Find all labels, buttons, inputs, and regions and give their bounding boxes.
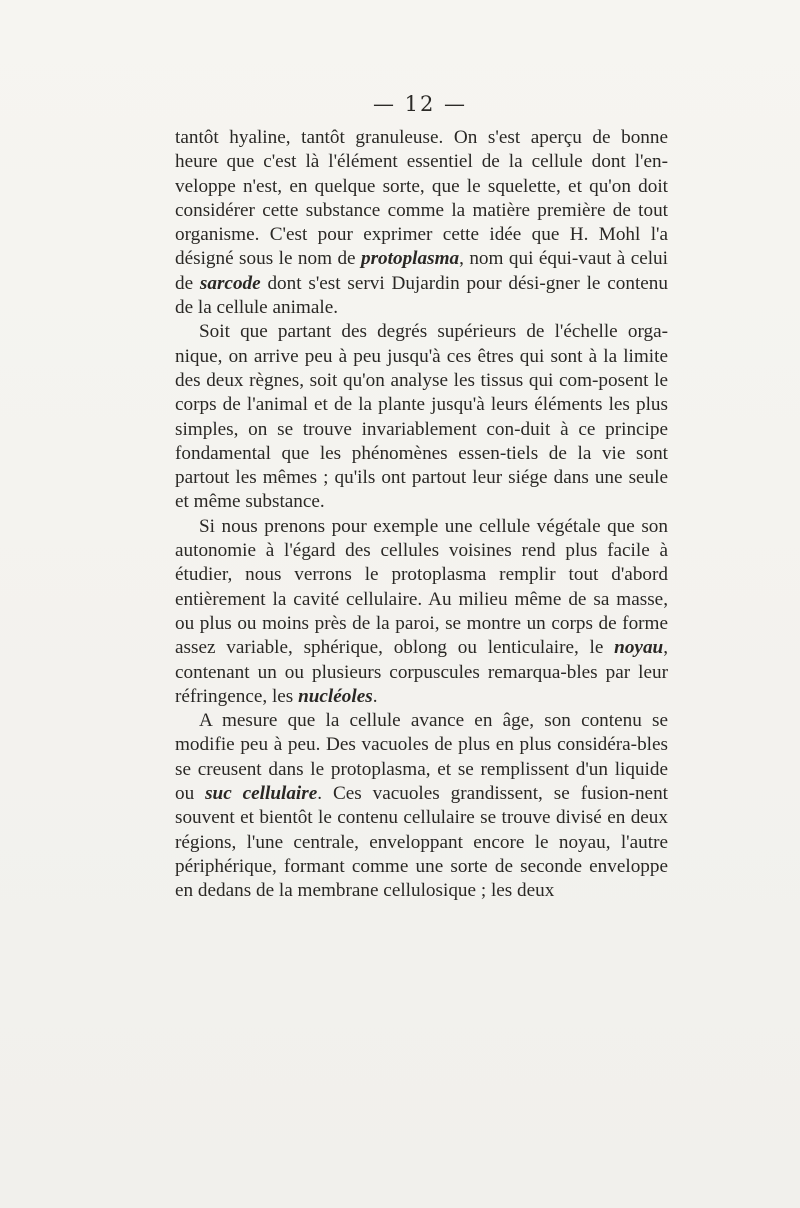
text-segment: . <box>372 685 378 707</box>
emphasized-term: suc cellulaire <box>205 783 318 805</box>
text-segment: Soit que partant des degrés supérieurs de l'échelle orga-nique, on arrive peu à peu jusqu'à ces êtres qui sont à la limite des deux règnes, soit qu'on analyse les tissus qui com-posent le corps de l'animal et de la plante jusqu'à leurs éléments les plus simples, on se trouve invariablement con-duit à ce principe fondamental que les phénomènes essen-tiels de la vie sont partout les mêmes ; qu'ils ont partout leur siége dans une seule et même substance. <box>175 321 668 513</box>
paragraph <box>175 515 668 709</box>
text-segment: , nom qui équi-vaut à celui de <box>175 248 668 294</box>
text-segment: Si nous prenons pour exemple une cellule végétale que son autonomie à l'égard des cellules voisines rend plus facile à étudier, nous verrons le protoplasma remplir tout d'abord entièrement la cavité cellulaire. Au milieu même de sa masse, ou plus ou moins près de la paroi, se montre un corps de forme assez variable, sphérique, oblong ou lenticulaire, le <box>175 515 668 659</box>
text-segment: A mesure que la cellule avance en âge, son contenu se modifie peu à peu. Des vacuoles de plus en plus considéra-bles se creusent dans le protoplasma, et se remplissent d'un liquide ou <box>175 710 668 805</box>
emphasized-term: protoplasma <box>361 248 460 270</box>
paragraph <box>175 709 668 903</box>
text-segment: dont s'est servi Dujardin pour dési-gner le contenu de la cellule animale. <box>175 272 668 319</box>
page-number: — 12 — <box>372 92 468 116</box>
emphasized-term: sarcode <box>199 272 261 294</box>
text-segment: tantôt hyaline, tantôt granuleuse. On s'est aperçu de bonne heure que c'est là l'élément essentiel de la cellule dont l'en-veloppe n'est, en quelque sorte, que le squelette, et qu'on doit considérer cette substance comme la matière première de tout organisme. C'est pour exprimer cette idée que H. Mohl l'a désigné sous le nom de <box>175 127 668 270</box>
paragraph <box>175 320 668 514</box>
body-text <box>175 126 668 904</box>
paragraph <box>175 126 668 320</box>
emphasized-term: noyau <box>614 637 664 659</box>
text-segment: . Ces vacuoles grandissent, se fusion-nent souvent et bientôt le contenu cellulaire se trouve divisé en deux régions, l'une centrale, enveloppant encore le noyau, l'autre périphérique, formant comme une sorte de seconde enveloppe en dedans de la membrane cellulosique ; les deux <box>175 783 668 902</box>
text-segment: , contenant un ou plusieurs corpuscules remarqua-bles par leur réfringence, les <box>175 637 668 707</box>
emphasized-term: nucléoles <box>298 685 373 707</box>
